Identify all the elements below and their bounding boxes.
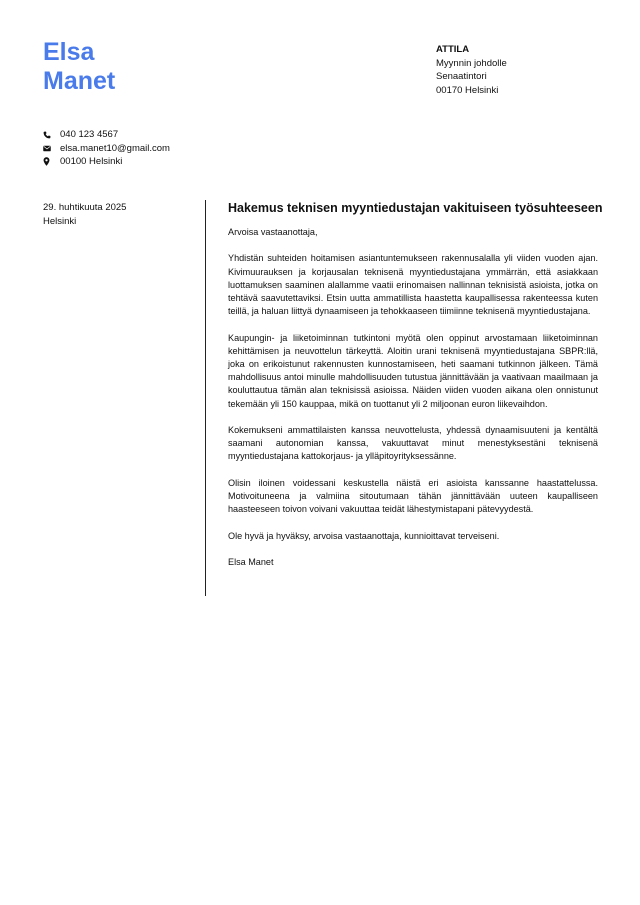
email-icon xyxy=(43,145,60,152)
letter-date: 29. huhtikuuta 2025 xyxy=(43,202,127,213)
recipient-block xyxy=(436,43,507,97)
contact-location-row xyxy=(43,155,170,169)
vertical-divider xyxy=(205,200,206,596)
recipient-city: 00170 Helsinki xyxy=(436,84,499,96)
location-pin-icon xyxy=(43,157,60,166)
letter-signature: Elsa Manet xyxy=(228,556,274,567)
letter-paragraph-1: Yhdistän suhteiden hoitamisen asiantuntemukseen rakennusalalla yli viiden vuoden ajan. Kivimuurauksen ja korjausalan teknisenä myyntiedustajana ymmärrän, että asiakkaan luottamuksen saaminen alallamme vaatii erinomaisen nallinnan teknisistä asioista, jotka on tehtävä saavutettaviksi. Etsin uutta ammatillista haastetta kaupallisessa rakenteessa kuten teillä, ja haluan liittyä dynaamiseen ja tehokkaaseen tiimiinne teknisenä myyntiedustajana. xyxy=(228,253,598,317)
applicant-name xyxy=(43,38,115,96)
letter-paragraph-2: Kaupungin- ja liiketoiminnan tutkintoni myötä olen oppinut arvostamaan liiketoiminnan kehittämisen ja neuvottelun tärkeyttä. Aloitin urani teknisenä myyntiedustajana SBPR:llä, joka on erikoistunut rakennusten kunnostamiseen, heti saamani tutkinnon jälkeen. Tämä mahdollisuus antoi minulle mahdollisuuden tutustua jännittävään ja vaativaan maailmaan ja kouluttautua tämän alan teknisissä asioissa. Näiden viiden vuoden aikana olen onnistunut tekemään yli 150 kauppaa, mikä on tuottanut yli 2 miljoonan euron liikevaihdon. xyxy=(228,332,598,409)
contact-phone-row xyxy=(43,128,170,142)
applicant-first-name: Elsa xyxy=(43,38,95,66)
contact-email: elsa.manet10@gmail.com xyxy=(60,142,170,154)
contact-email-row xyxy=(43,142,170,156)
letter-paragraph-4: Olisin iloinen voidessani keskustella näistä eri asioista kanssanne haastattelussa. Motivoituneena ja valmiina sitoutumaan tähän jännittävään uuteen kaupalliseen haasteeseen toivon voivani vakuuttaa teidät lähestymistapani pätevyydestä. xyxy=(228,477,598,515)
applicant-last-name: Manet xyxy=(43,67,116,95)
letter-meta xyxy=(43,201,126,228)
phone-icon xyxy=(43,131,60,139)
letter-paragraph-3: Kokemukseni ammattilaisten kanssa neuvottelusta, yhdessä dynaamisuuteni ja kentältä saamani autonomian kanssa, vakuuttavat minut menestyksestäni teknisenä myyntiedustajana kattokorjaus- ja ylläpitoyrityksessänne. xyxy=(228,425,598,462)
letter-greeting: Arvoisa vastaanottaja, xyxy=(228,227,318,237)
contact-phone: 040 123 4567 xyxy=(60,129,119,140)
recipient-street: Senaatintori xyxy=(436,71,487,82)
letter-body xyxy=(228,200,603,582)
contact-location: 00100 Helsinki xyxy=(60,156,123,167)
recipient-company: ATTILA xyxy=(436,44,470,55)
letter-place: Helsinki xyxy=(43,215,77,227)
recipient-role: Myynnin johdolle xyxy=(436,57,507,69)
letter-subject: Hakemus teknisen myyntiedustajan vakituiseen työsuhteeseen xyxy=(228,201,603,215)
contact-list xyxy=(43,128,170,169)
letter-closing: Ole hyvä ja hyväksy, arvoisa vastaanottaja, kunnioittavat terveiseni. xyxy=(228,530,500,541)
